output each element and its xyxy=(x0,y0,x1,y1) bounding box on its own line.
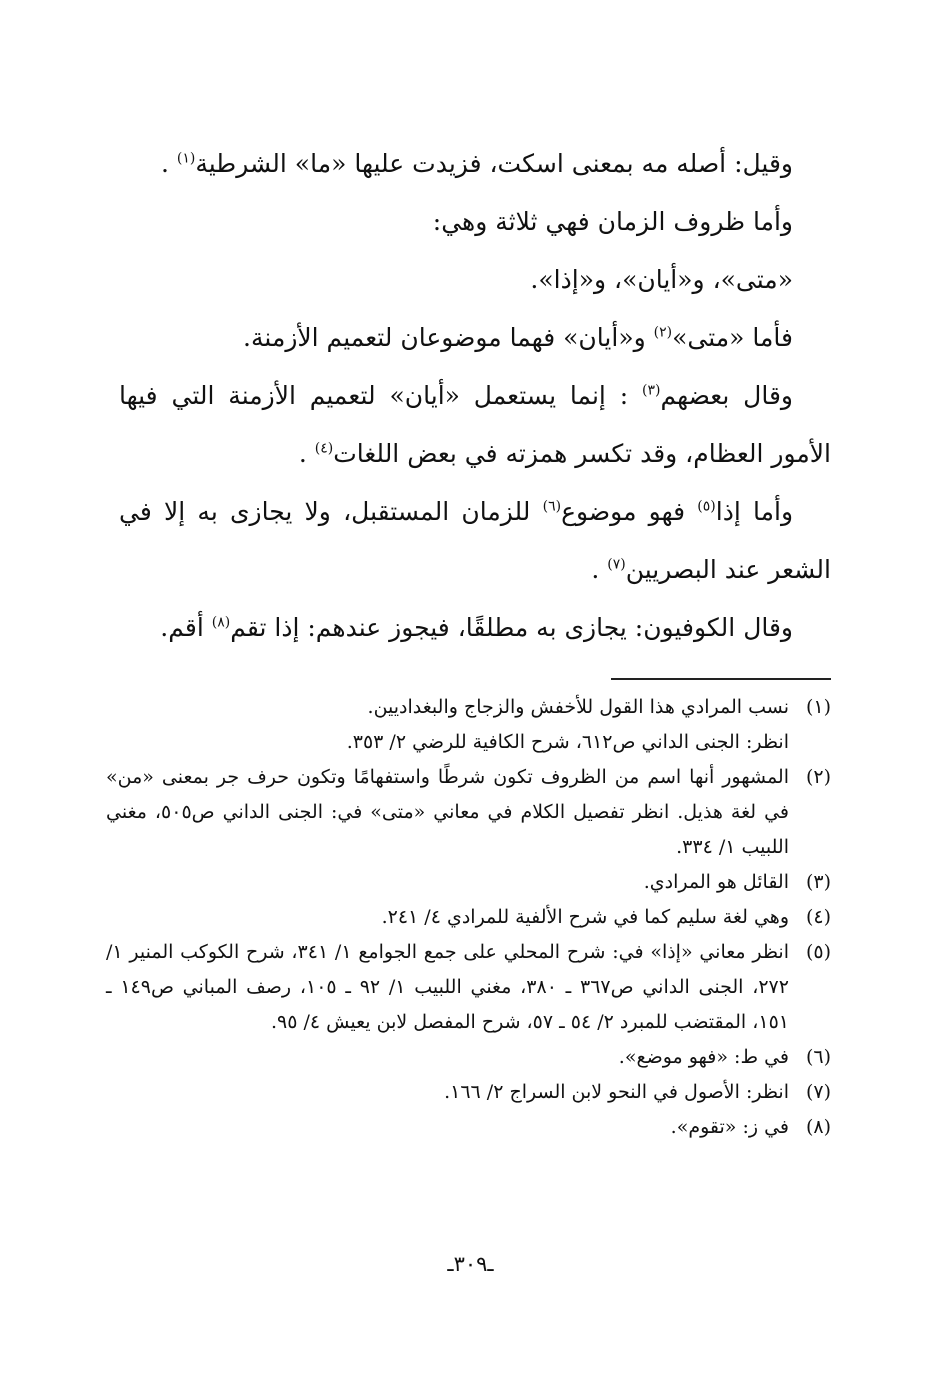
footnote-4 xyxy=(106,900,831,935)
footnote-text xyxy=(106,1075,789,1110)
footnote-text xyxy=(106,900,789,935)
footnote-number: (٦) xyxy=(805,1046,831,1068)
footnote-ref: (٨) xyxy=(211,614,231,631)
footnote-number: (١) xyxy=(805,696,831,718)
footnote-line: انظر معاني «إذا» في: شرح المحلي على جمع الجوامع ١/ ٣٤١، شرح الكوكب المنير ١/ ٢٧٢، الجنى الداني ص٣٦٧ ـ ٣٨٠، مغني اللبيب ١/ ٩٢ ـ ١٠٥، رصف المباني ص١٤٩ ـ ١٥١، المقتضب للمبرد ٢/ ٥٤ ـ ٥٧، شرح المفصل لابن يعيش ٤/ ٩٥. xyxy=(106,941,789,1033)
footnote-5 xyxy=(106,935,831,1040)
paragraph-1 xyxy=(119,135,831,193)
paragraph-text: و«أيان» فهما موضوعان لتعميم الأزمنة. xyxy=(243,323,654,352)
footnote-number: (٨) xyxy=(805,1116,831,1138)
footnote-text xyxy=(106,690,789,760)
paragraph-7 xyxy=(119,599,831,657)
paragraph-4 xyxy=(119,309,831,367)
footnote-line: نسب المرادي هذا القول للأخفش والزجاج والبغداديين. xyxy=(367,696,789,718)
footnote-number: (٤) xyxy=(805,906,831,928)
paragraph-text: للزمان المستقبل، ولا يجازى به إلا في الشعر عند البصريين xyxy=(119,497,831,584)
footnote-8 xyxy=(106,1110,831,1145)
footnote-line: وهي لغة سليم كما في شرح الألفية للمرادي ٤/ ٢٤١. xyxy=(381,906,789,928)
paragraph-text: . xyxy=(591,555,608,584)
footnote-text xyxy=(106,760,789,865)
paragraph-text: فأما «متى» xyxy=(672,323,793,352)
paragraph-text: . xyxy=(298,439,315,468)
paragraph-text: «متى»، و«أيان»، و«إذا». xyxy=(530,265,793,294)
footnotes xyxy=(106,690,831,1145)
paragraph-text: وأما ظروف الزمان فهي ثلاثة وهي: xyxy=(432,207,793,236)
paragraph-text: . xyxy=(160,149,177,178)
paragraph-2 xyxy=(119,193,831,251)
footnote-3 xyxy=(106,865,831,900)
paragraph-text: وقال الكوفيون: يجازى به مطلقًا، فيجوز عندهم: إذا تقم xyxy=(230,613,793,642)
paragraph-text: وقيل: أصله مه بمعنى اسكت، فزيدت عليها «ما» الشرطية xyxy=(195,149,793,178)
footnote-line: في ز: «تقوم». xyxy=(670,1116,789,1138)
page-number: ـ٣٠٩ـ xyxy=(447,1252,494,1276)
footnote-ref: (٤) xyxy=(314,440,334,457)
footnote-7 xyxy=(106,1075,831,1110)
footnote-text xyxy=(106,1040,789,1075)
footnote-1 xyxy=(106,690,831,760)
main-text xyxy=(119,135,831,657)
footnote-number: (٢) xyxy=(805,766,831,788)
paragraph-5 xyxy=(119,367,831,483)
footnote-separator xyxy=(611,678,831,680)
footnote-ref: (٢) xyxy=(653,324,673,341)
footnote-ref: (٥) xyxy=(697,498,716,515)
footnote-line: انظر: الجنى الداني ص٦١٢، شرح الكافية للرضي ٢/ ٣٥٣. xyxy=(346,731,789,753)
footnote-line: في ط: «فهو موضع». xyxy=(618,1046,789,1068)
footnote-ref: (١) xyxy=(176,150,196,167)
paragraph-6 xyxy=(119,483,831,599)
footnote-text xyxy=(106,935,789,1040)
footnote-ref: (٦) xyxy=(542,498,562,515)
footnote-2 xyxy=(106,760,831,865)
footnote-number: (٥) xyxy=(805,941,831,963)
paragraph-text: : إنما يستعمل «أيان» لتعميم الأزمنة التي فيها الأمور العظام، وقد تكسر همزته في بعض اللغات xyxy=(119,381,831,468)
paragraph-3 xyxy=(119,251,831,309)
footnote-number: (٣) xyxy=(805,871,831,893)
paragraph-text: أقم. xyxy=(160,613,212,642)
footnote-text xyxy=(106,865,789,900)
footnote-line: القائل هو المرادي. xyxy=(643,871,789,893)
footnote-6 xyxy=(106,1040,831,1075)
paragraph-text: وقال بعضهم xyxy=(660,381,793,410)
footnote-line: المشهور أنها اسم من الظروف تكون شرطًا واستفهامًا وتكون حرف جر بمعنى «من» في لغة هذيل. انظر تفصيل الكلام في معاني «متى» في: الجنى الداني ص٥٠٥، مغني اللبيب ١/ ٣٣٤. xyxy=(106,766,789,858)
footnote-ref: (٧) xyxy=(607,556,626,573)
footnote-number: (٧) xyxy=(805,1081,831,1103)
paragraph-text: وأما إذا xyxy=(715,497,794,526)
footnote-line: انظر: الأصول في النحو لابن السراج ٢/ ١٦٦. xyxy=(444,1081,789,1103)
paragraph-text: فهو موضوع xyxy=(561,497,698,526)
footnote-ref: (٣) xyxy=(642,382,661,399)
footnote-text xyxy=(106,1110,789,1145)
